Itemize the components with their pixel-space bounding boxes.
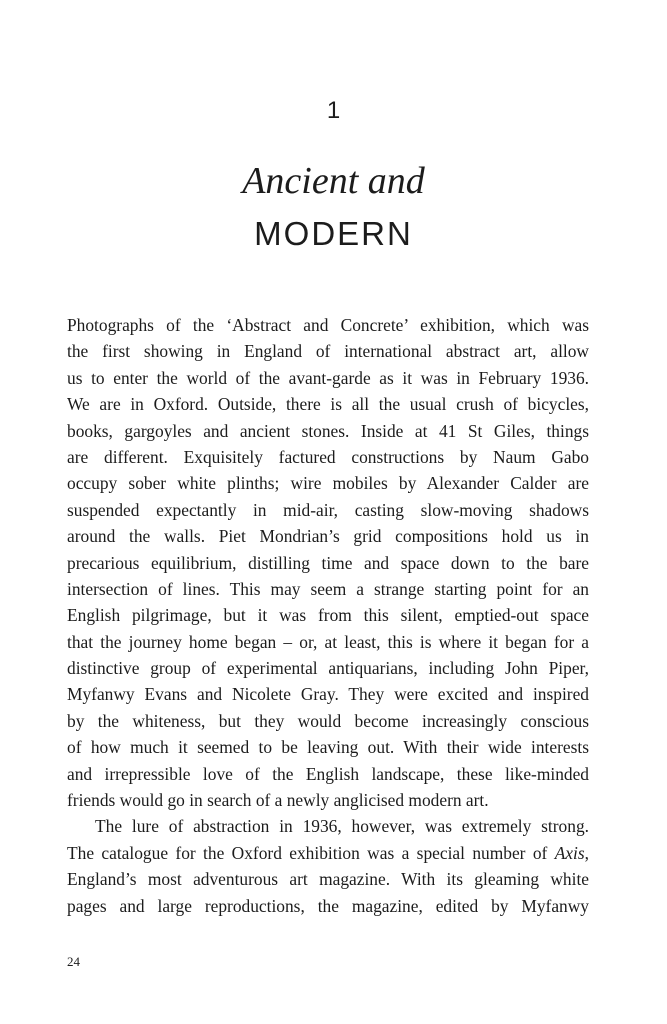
text-line (67, 840, 589, 866)
text-line: friends would go in search of a newly anglicised modern art. (67, 790, 489, 811)
page-number: 24 (67, 954, 80, 969)
text-line: are different. Exquisitely factured constructions by Naum Gabo (67, 446, 589, 467)
text-line: and irrepressible love of the English landscape, these like-minded (67, 763, 589, 784)
paragraph-2 (67, 813, 589, 919)
text-line: English pilgrimage, but it was from this silent, emptied-out space (67, 605, 589, 626)
text-line: Myfanwy Evans and Nicolete Gray. They were excited and inspired (67, 684, 589, 705)
text-line: pages and large reproductions, the magazine, edited by Myfanwy (67, 895, 589, 916)
text-line: The lure of abstraction in 1936, however, was extremely strong. (95, 816, 589, 837)
text-line: England’s most adventurous art magazine. With its gleaming white (67, 869, 589, 890)
text-line: We are in Oxford. Outside, there is all the usual crush of bicycles, (67, 394, 589, 415)
text-line: books, gargoyles and ancient stones. Inside at 41 St Giles, things (67, 420, 589, 441)
chapter-title-caps: MODERN (254, 215, 413, 252)
text-line: us to enter the world of the avant-garde as it was in February 1936. (67, 367, 589, 388)
text-line: distinctive group of experimental antiquarians, including John Piper, (67, 658, 589, 679)
chapter-number: 1 (326, 97, 341, 124)
paragraph-1 (67, 312, 589, 813)
magazine-title: Axis (554, 842, 585, 863)
text-line: intersection of lines. This may seem a strange starting point for an (67, 578, 589, 599)
text-run: , (584, 842, 589, 863)
text-line: around the walls. Piet Mondrian’s grid compositions hold us in (67, 526, 589, 547)
text-line: that the journey home began – or, at least, this is where it began for a (67, 631, 589, 652)
text-line: suspended expectantly in mid-air, casting slow-moving shadows (67, 499, 589, 520)
text-line: of how much it seemed to be leaving out. With their wide interests (67, 737, 589, 758)
text-line: by the whiteness, but they would become increasingly conscious (67, 710, 589, 731)
body-text (67, 312, 589, 919)
text-line: precarious equilibrium, distilling time and space down to the bare (67, 552, 589, 573)
chapter-title-italic: Ancient and (242, 160, 425, 202)
text-line: the first showing in England of international abstract art, allow (67, 341, 589, 362)
text-line: occupy sober white plinths; wire mobiles by Alexander Calder are (67, 473, 589, 494)
text-line: Photographs of the ‘Abstract and Concrete’ exhibition, which was (67, 315, 589, 335)
text-run: The catalogue for the Oxford exhibition was a special number of (67, 842, 555, 863)
